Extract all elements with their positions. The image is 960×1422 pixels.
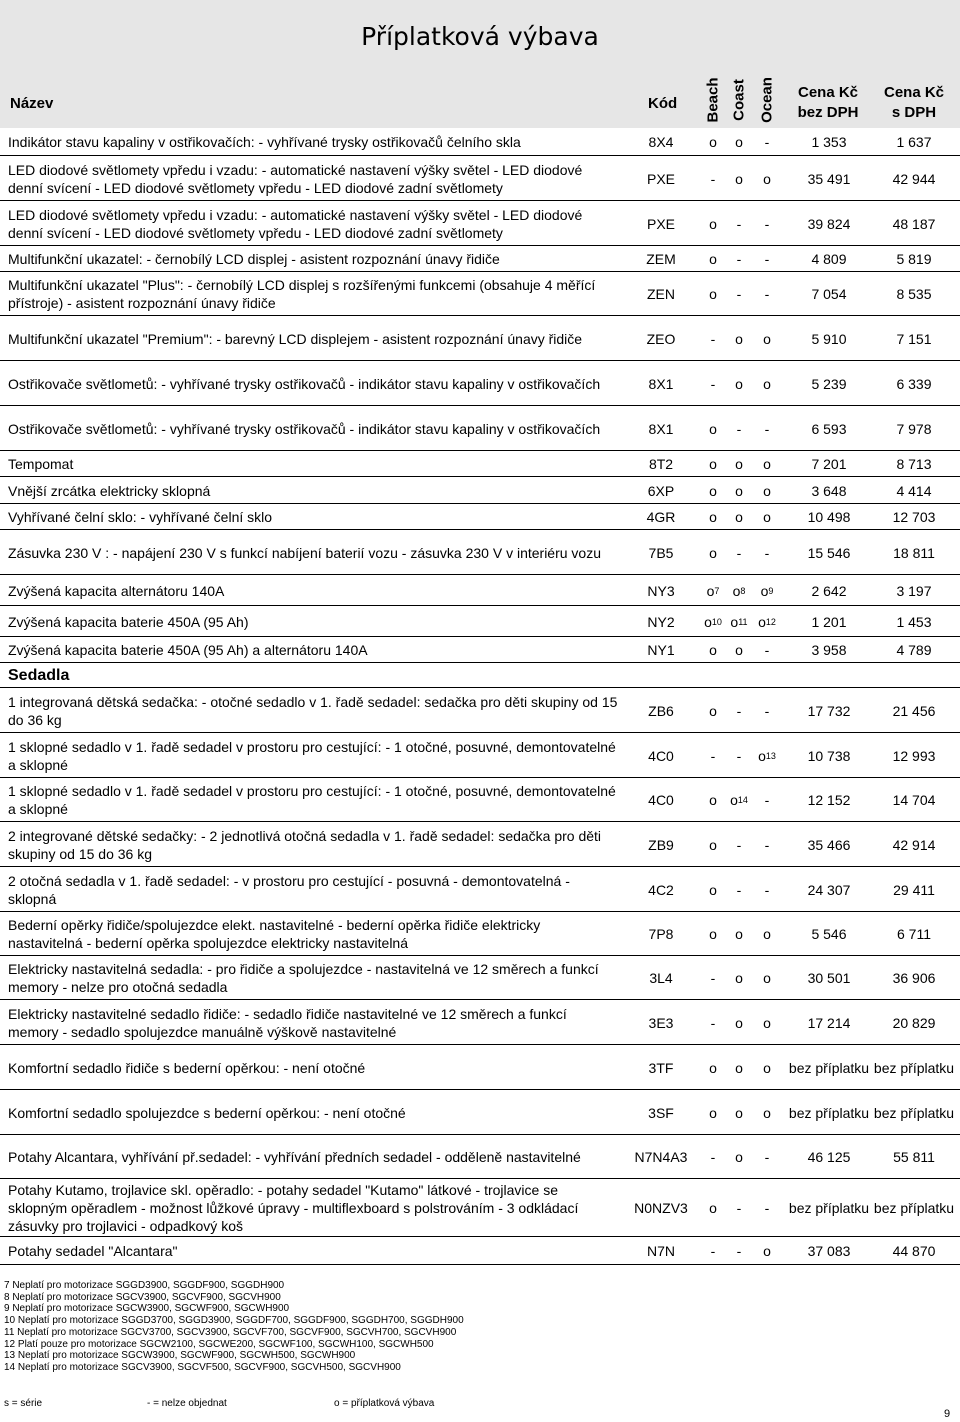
availability-coast: o 14: [730, 792, 748, 808]
option-code: ZEM: [646, 251, 676, 267]
option-code: ZEN: [647, 286, 675, 302]
footnote: 12 Platí pouze pro motorizace SGCW2100, SGCWE200, SGCWF100, SGCWH100, SGCWH500: [4, 1338, 434, 1350]
availability-coast: o: [735, 330, 743, 347]
availability-coast: -: [736, 544, 742, 561]
table-row: [0, 476, 960, 504]
availability-ocean: o 13: [758, 747, 776, 764]
option-name: Komfortní sedadlo spolujezdce s bederní opěrkou: - není otočné: [8, 1104, 406, 1121]
column-header-price-inc-vat: Cena Kč s DPH: [883, 84, 945, 121]
option-name: Vyhřívané čelní sklo: - vyhřívané čelní sklo: [8, 509, 273, 525]
price-inc-vat: bez příplatku: [873, 1200, 955, 1216]
column-header-coast: Coast: [730, 79, 748, 121]
table-row: [0, 245, 960, 272]
option-code: 8X1: [648, 420, 674, 437]
price-inc-vat: 18 811: [893, 544, 935, 561]
availability-beach: o: [709, 1059, 717, 1076]
availability-ocean: o 12: [758, 613, 776, 630]
footnote: 11 Neplatí pro motorizace SGCV3700, SGCV3900, SGCVF700, SGCVF900, SGCVH700, SGCVH900: [4, 1326, 457, 1338]
availability-coast: -: [736, 420, 742, 437]
option-name: LED diodové světlomety vpředu i vzadu: - automatické nastavení výšky světel - LED diodové denní svícení - LED diodové světlomety vpředu - LED diodové zadní světlomety: [8, 161, 583, 196]
availability-ocean: -: [764, 215, 770, 232]
footnote: 14 Neplatí pro motorizace SGCV3900, SGCVF500, SGCVF900, SGCVH500, SGCVH900: [4, 1361, 401, 1373]
price-ex-vat: 35 466: [807, 836, 851, 853]
option-code: ZB9: [648, 836, 674, 853]
price-ex-vat: 17 732: [807, 702, 851, 719]
option-code: N7N: [646, 1243, 675, 1259]
option-code: NY2: [647, 613, 675, 630]
price-ex-vat: 3 648: [811, 482, 847, 499]
price-inc-vat: 6 339: [896, 375, 932, 392]
availability-coast: o: [735, 375, 743, 392]
option-name: Zvýšená kapacita alternátoru 140A: [8, 582, 225, 599]
availability-beach: o: [709, 134, 717, 150]
availability-beach: -: [710, 1014, 716, 1031]
availability-ocean: o: [763, 375, 771, 392]
availability-beach: o: [709, 926, 717, 942]
option-name: Elektricky nastavitelné sedadlo řidiče: - sedadlo řidiče nastavitelné ve 12 směrech a funkcí memory - sedadlo spolujezdce manuálně výškově nastavitelné: [8, 1005, 567, 1040]
table-row: [0, 450, 960, 477]
availability-coast: o: [735, 1104, 743, 1121]
table-row: [0, 1236, 960, 1265]
option-name: Elektricky nastavitelná sedadla: - pro řidiče a spolujezdce - nastavitelná ve 12 směrech a funkcí memory - nelze pro otočná sedadla: [8, 961, 599, 995]
availability-ocean: -: [764, 134, 770, 150]
price-inc-vat: 7 978: [896, 420, 932, 437]
table-row: [0, 866, 960, 912]
price-ex-vat: 37 083: [807, 1243, 851, 1259]
option-name: 1 sklopné sedadlo v 1. řadě sedadel v prostoru pro cestující: - 1 otočné, posuvné, demontovatelné a sklopné: [8, 783, 616, 817]
price-inc-vat: 20 829: [892, 1014, 936, 1031]
option-code: ZB6: [648, 702, 674, 719]
availability-beach: -: [710, 170, 716, 187]
price-inc-vat: 6 711: [897, 926, 931, 942]
availability-ocean: o: [763, 1059, 771, 1076]
availability-ocean: o: [763, 509, 771, 525]
option-name: 2 otočná sedadla v 1. řadě sedadel: - v prostoru pro cestující - posuvná - demontovatelná - sklopná: [8, 872, 570, 907]
option-name: Potahy sedadel "Alcantara": [8, 1243, 178, 1259]
price-inc-vat: 3 197: [896, 582, 932, 599]
table-header: [0, 0, 960, 128]
column-header-beach: Beach: [704, 77, 722, 123]
option-name: Zvýšená kapacita baterie 450A (95 Ah): [8, 613, 249, 630]
option-code: ZEO: [646, 330, 676, 347]
availability-ocean: o: [763, 926, 771, 942]
availability-ocean: o: [763, 330, 771, 347]
option-code: 4C0: [648, 747, 674, 764]
availability-coast: o 8: [732, 582, 746, 599]
option-code: 8X4: [648, 134, 674, 150]
availability-beach: o: [709, 482, 717, 499]
availability-ocean: -: [764, 881, 770, 898]
price-ex-vat: 10 738: [807, 747, 851, 764]
table-row: [0, 574, 960, 606]
option-code: 7P8: [648, 926, 674, 942]
availability-beach: o: [709, 702, 717, 719]
availability-beach: o 7: [706, 582, 720, 599]
price-ex-vat: 3 958: [811, 642, 847, 658]
availability-coast: o: [735, 926, 743, 942]
option-code: N0NZV3: [634, 1200, 688, 1216]
availability-coast: -: [736, 836, 742, 853]
option-name: Potahy Alcantara, vyhřívání př.sedadel: - vyhřívání předních sedadel - odděleně nastavitelné: [8, 1149, 581, 1165]
option-code: 3L4: [649, 970, 673, 986]
availability-beach: -: [710, 1243, 716, 1259]
footnote: 9 Neplatí pro motorizace SGCW3900, SGCWF900, SGCWH900: [4, 1303, 290, 1315]
price-inc-vat: 8 713: [896, 456, 932, 472]
availability-coast: o: [735, 482, 743, 499]
option-name: Tempomat: [8, 456, 74, 472]
price-ex-vat: 1 353: [811, 134, 847, 150]
availability-beach: -: [710, 747, 716, 764]
price-ex-vat: bez příplatku: [788, 1200, 870, 1216]
price-ex-vat: 4 809: [811, 251, 847, 267]
price-inc-vat: 8 535: [896, 286, 932, 302]
availability-coast: -: [736, 215, 742, 232]
option-code: 3E3: [648, 1014, 674, 1031]
availability-coast: o 11: [730, 613, 748, 630]
option-name: Vnější zrcátka elektricky sklopná: [8, 482, 211, 499]
option-code: 7B5: [648, 544, 674, 561]
table-row: [0, 636, 960, 663]
price-ex-vat: 5 910: [811, 330, 847, 347]
table-row: [0, 129, 960, 155]
availability-coast: o: [735, 1149, 743, 1165]
column-header-price-ex-vat: Cena Kč bez DPH: [797, 84, 859, 121]
page-number: 9: [944, 1408, 951, 1420]
table-bottom-border: [0, 1264, 960, 1265]
option-name: 2 integrované dětské sedačky: - 2 jednotlivá otočná sedadla v 1. řadě sedadel: sedačka pro děti skupiny od 15 do 36 kg: [8, 827, 602, 862]
footnote: 10 Neplatí pro motorizace SGGD3700, SGGD3900, SGGDF700, SGGDF900, SGGDH700, SGGDH900: [4, 1315, 464, 1327]
column-header-ocean: Ocean: [758, 77, 776, 123]
footnotes: [4, 1280, 464, 1374]
option-code: 6XP: [647, 482, 675, 499]
option-name: Zásuvka 230 V : - napájení 230 V s funkcí nabíjení baterií vozu - zásuvka 230 V v interiéru vozu: [8, 544, 601, 561]
availability-coast: o: [735, 970, 743, 986]
price-ex-vat: 17 214: [807, 1014, 851, 1031]
availability-ocean: -: [764, 1200, 770, 1216]
price-inc-vat: 4 789: [896, 642, 932, 658]
availability-beach: -: [710, 330, 716, 347]
option-code: 4GR: [646, 509, 676, 525]
price-ex-vat: bez příplatku: [788, 1059, 870, 1076]
option-name: Multifunkční ukazatel "Premium": - barevný LCD displejem - asistent rozpoznání únavy řidiče: [8, 330, 583, 347]
option-code: N7N4A3: [634, 1149, 688, 1165]
option-name: Komfortní sedadlo řidiče s bederní opěrkou: - není otočné: [8, 1059, 366, 1076]
price-ex-vat: 15 546: [807, 544, 851, 561]
availability-ocean: o: [763, 482, 771, 499]
availability-coast: o: [735, 456, 743, 472]
table-row: [0, 605, 960, 637]
price-inc-vat: 12 703: [892, 509, 936, 525]
section-title: Sedadla: [8, 666, 70, 684]
availability-ocean: -: [764, 544, 770, 561]
table-row: [0, 200, 960, 246]
availability-coast: o: [735, 170, 743, 187]
option-code: PXE: [646, 170, 675, 187]
table-row: [0, 155, 960, 201]
price-ex-vat: 46 125: [807, 1149, 851, 1165]
table-row: [0, 503, 960, 530]
legend-unavailable: - = nelze objednat: [147, 1398, 227, 1409]
price-inc-vat: 29 411: [893, 881, 935, 898]
price-inc-vat: 1 453: [896, 613, 932, 630]
price-ex-vat: 2 642: [811, 582, 847, 599]
price-inc-vat: bez příplatku: [873, 1059, 955, 1076]
price-ex-vat: 5 239: [811, 375, 847, 392]
availability-beach: o: [709, 1104, 717, 1121]
option-name: Potahy Kutamo, trojlavice skl. opěradlo: - potahy sedadel "Kutamo" látkové - trojlavice se sklopným opěradlem - možnost lůžkové úpravy - multiflexboard s polstrováním - 3 odkládací zásuvky pro trojlavici - odpadkový koš: [8, 1182, 579, 1234]
availability-beach: o 10: [704, 613, 722, 630]
option-name: Indikátor stavu kapaliny v ostřikovačích: - vyhřívané trysky ostřikovačů čelního skla: [8, 134, 521, 150]
column-header-name: Název: [10, 95, 54, 112]
availability-beach: o: [709, 1200, 717, 1216]
table-row: [0, 1178, 960, 1237]
footnote: 13 Neplatí pro motorizace SGCW3900, SGCWF900, SGCWH500, SGCWH900: [4, 1350, 356, 1362]
price-ex-vat: bez příplatku: [788, 1104, 870, 1121]
footnote: 7 Neplatí pro motorizace SGGD3900, SGGDF900, SGGDH900: [4, 1280, 285, 1291]
price-ex-vat: 12 152: [807, 792, 851, 808]
availability-coast: -: [736, 1243, 742, 1259]
price-ex-vat: 24 307: [807, 881, 851, 898]
availability-coast: -: [736, 1200, 742, 1216]
availability-coast: o: [735, 642, 743, 658]
table-row: [0, 821, 960, 867]
availability-coast: -: [736, 747, 742, 764]
option-code: 4C2: [648, 881, 674, 898]
table-row: [0, 1044, 960, 1090]
price-inc-vat: 14 704: [892, 792, 936, 808]
availability-ocean: o: [763, 1104, 771, 1121]
price-inc-vat: 5 819: [896, 251, 932, 267]
footnote: 8 Neplatí pro motorizace SGCV3900, SGCVF900, SGCVH900: [4, 1291, 281, 1303]
option-name: 1 sklopné sedadlo v 1. řadě sedadel v prostoru pro cestující: - 1 otočné, posuvné, demontovatelné a sklopné: [8, 738, 616, 773]
price-inc-vat: bez příplatku: [873, 1104, 955, 1121]
section-header: [0, 662, 960, 688]
price-inc-vat: 44 870: [892, 1243, 936, 1259]
availability-coast: -: [736, 251, 742, 267]
option-code: 3SF: [648, 1104, 674, 1121]
table-row: [0, 955, 960, 1000]
availability-ocean: -: [764, 702, 770, 719]
availability-coast: -: [736, 286, 742, 302]
option-name: Multifunkční ukazatel "Plus": - černobílý LCD displej s rozšířenými funkcemi (obsahuje 4 měřící přístroje) - asistent rozpoznání únavy řidiče: [8, 277, 596, 311]
table-row: [0, 687, 960, 733]
table-row: [0, 1134, 960, 1179]
availability-beach: o: [709, 420, 717, 437]
availability-beach: -: [710, 970, 716, 986]
price-inc-vat: 42 914: [892, 836, 936, 853]
table-row: [0, 911, 960, 956]
availability-beach: o: [709, 836, 717, 853]
option-name: Ostřikovače světlometů: - vyhřívané trysky ostřikovačů - indikátor stavu kapaliny v ostřikovačích: [8, 420, 601, 437]
price-ex-vat: 39 824: [807, 215, 851, 232]
price-inc-vat: 48 187: [892, 215, 936, 232]
option-code: 8X1: [648, 375, 674, 392]
availability-coast: -: [736, 881, 742, 898]
availability-ocean: o: [763, 456, 771, 472]
price-inc-vat: 36 906: [892, 970, 936, 986]
price-inc-vat: 55 811: [893, 1149, 935, 1165]
option-name: Multifunkční ukazatel: - černobílý LCD displej - asistent rozpoznání únavy řidiče: [8, 251, 500, 267]
price-inc-vat: 4 414: [896, 482, 932, 499]
availability-ocean: o: [763, 1243, 771, 1259]
availability-beach: o: [709, 215, 717, 232]
table-row: [0, 271, 960, 316]
availability-coast: o: [735, 1059, 743, 1076]
availability-coast: o: [735, 1014, 743, 1031]
price-ex-vat: 7 201: [811, 456, 847, 472]
option-code: PXE: [646, 215, 675, 232]
availability-beach: o: [709, 792, 717, 808]
price-ex-vat: 35 491: [807, 170, 851, 187]
availability-beach: -: [710, 1149, 716, 1165]
option-code: 4C0: [648, 792, 674, 808]
table-row: [0, 999, 960, 1045]
availability-ocean: -: [764, 286, 770, 302]
price-ex-vat: 30 501: [807, 970, 851, 986]
availability-ocean: -: [764, 792, 770, 808]
price-inc-vat: 21 456: [892, 702, 936, 719]
availability-coast: o: [735, 134, 743, 150]
availability-ocean: -: [764, 1149, 770, 1165]
availability-ocean: o 9: [760, 582, 774, 599]
availability-ocean: -: [764, 420, 770, 437]
price-inc-vat: 7 151: [896, 330, 932, 347]
legend-optional: o = příplatková výbava: [334, 1398, 435, 1409]
table-row: [0, 777, 960, 822]
table-row: [0, 1089, 960, 1135]
availability-beach: o: [709, 286, 717, 302]
availability-beach: o: [709, 881, 717, 898]
price-ex-vat: 1 201: [811, 613, 847, 630]
option-name: Bederní opěrky řidiče/spolujezdce elekt. nastavitelné - bederní opěrka řidiče elektricky nastavitelná - bederní opěrka spolujezdce elektricky nastavitelná: [8, 917, 541, 951]
option-code: 8T2: [648, 456, 674, 472]
availability-coast: -: [736, 702, 742, 719]
price-ex-vat: 5 546: [811, 926, 847, 942]
column-header-code: Kód: [648, 95, 678, 112]
option-code: 3TF: [648, 1059, 674, 1076]
availability-beach: o: [709, 544, 717, 561]
availability-ocean: o: [763, 1014, 771, 1031]
price-inc-vat: 12 993: [892, 747, 936, 764]
option-name: Zvýšená kapacita baterie 450A (95 Ah) a alternátoru 140A: [8, 642, 368, 658]
availability-beach: -: [710, 375, 716, 392]
availability-beach: o: [709, 456, 717, 472]
availability-ocean: -: [764, 642, 770, 658]
availability-ocean: o: [763, 170, 771, 187]
availability-ocean: o: [763, 970, 771, 986]
availability-ocean: -: [764, 251, 770, 267]
availability-ocean: -: [764, 836, 770, 853]
availability-beach: o: [709, 509, 717, 525]
price-inc-vat: 1 637: [896, 134, 932, 150]
option-code: NY1: [647, 642, 675, 658]
price-ex-vat: 10 498: [807, 509, 851, 525]
option-code: NY3: [647, 582, 675, 599]
price-inc-vat: 42 944: [892, 170, 936, 187]
option-name: 1 integrovaná dětská sedačka: - otočné sedadlo v 1. řadě sedadel: sedačka pro děti skupiny od 15 do 36 kg: [8, 693, 618, 728]
table-row: [0, 529, 960, 575]
availability-coast: o: [735, 509, 743, 525]
table-row: [0, 315, 960, 361]
legend-series: s = série: [4, 1398, 43, 1409]
table-row: [0, 732, 960, 778]
price-ex-vat: 6 593: [811, 420, 847, 437]
price-ex-vat: 7 054: [811, 286, 847, 302]
page-title: Příplatková výbava: [361, 22, 599, 51]
table-row: [0, 405, 960, 451]
option-name: LED diodové světlomety vpředu i vzadu: - automatické nastavení výšky světel - LED diodové denní svícení - LED diodové světlomety vpředu - LED diodové zadní světlomety: [8, 206, 583, 241]
option-name: Ostřikovače světlometů: - vyhřívané trysky ostřikovačů - indikátor stavu kapaliny v ostřikovačích: [8, 375, 601, 392]
availability-beach: o: [709, 251, 717, 267]
availability-beach: o: [709, 642, 717, 658]
table-row: [0, 360, 960, 406]
